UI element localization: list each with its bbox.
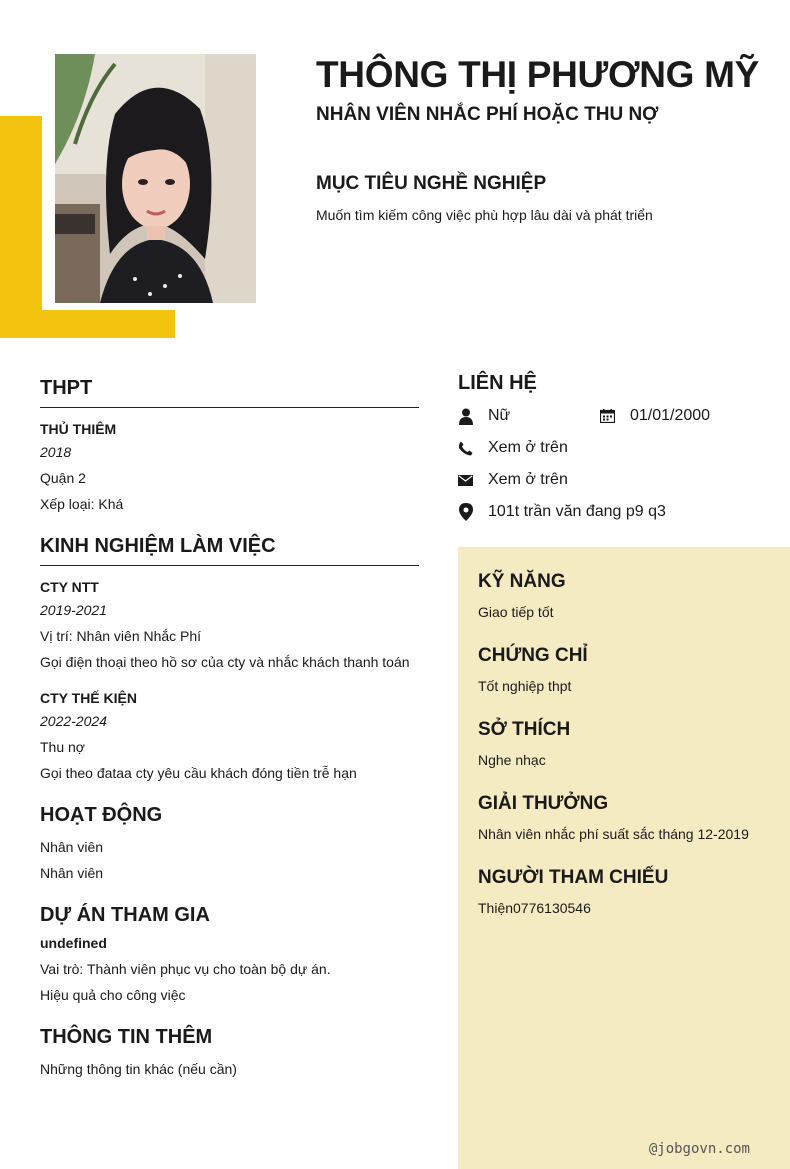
skills-heading: KỸ NĂNG — [478, 571, 566, 592]
company-name: CTY THẾ KIỆN — [40, 690, 137, 706]
experience-position: Vị trí: Nhân viên Nhắc Phí — [40, 628, 202, 644]
project-entry — [40, 934, 419, 1004]
hobbies-text: Nghe nhạc — [478, 752, 546, 768]
certificates-heading: CHỨNG CHỈ — [478, 645, 588, 666]
experience-period: 2022-2024 — [40, 713, 107, 729]
gender-value: Nữ — [488, 407, 511, 424]
person-icon — [458, 407, 473, 425]
contact-birthday — [600, 405, 710, 427]
projects-heading: DỰ ÁN THAM GIA — [40, 904, 210, 926]
calendar-icon — [600, 407, 615, 425]
awards-heading: GIẢI THƯỞNG — [478, 793, 609, 814]
education-grade: Xếp loại: Khá — [40, 496, 124, 512]
contact-heading: LIÊN HỆ — [458, 372, 537, 394]
experience-description: Gọi theo đataa cty yêu cầu khách đóng tiền trễ hạn — [40, 765, 357, 781]
profile-photo — [55, 54, 256, 303]
contact-address — [458, 501, 666, 523]
birthday-value: 01/01/2000 — [630, 407, 711, 424]
objective-text: Muốn tìm kiếm công việc phù hợp lâu dài và phát triển — [316, 207, 653, 223]
email-value: Xem ở trên — [488, 471, 568, 488]
experience-entry — [40, 689, 419, 782]
activity-item: Nhân viên — [40, 865, 104, 881]
candidate-name: THÔNG THỊ PHƯƠNG MỸ — [316, 54, 759, 95]
job-title: NHÂN VIÊN NHẮC PHÍ HOẶC THU NỢ — [316, 104, 659, 125]
references-text: Thiện0776130546 — [478, 900, 591, 916]
school-name: THỦ THIÊM — [40, 421, 117, 437]
objective-heading: MỤC TIÊU NGHỀ NGHIỆP — [316, 173, 547, 194]
experience-position: Thu nợ — [40, 739, 85, 755]
company-name: CTY NTT — [40, 579, 99, 595]
experience-entry — [40, 578, 419, 671]
project-result: Hiệu quả cho công việc — [40, 987, 186, 1003]
watermark: @jobgovn.com — [648, 1141, 750, 1157]
activities-heading: HOẠT ĐỘNG — [40, 804, 163, 826]
experience-description: Gọi điện thoại theo hồ sơ của cty và nhắc khách thanh toán — [40, 654, 410, 670]
awards-text: Nhân viên nhắc phí suất sắc tháng 12-2019 — [478, 826, 749, 842]
experience-heading: KINH NGHIỆM LÀM VIỆC — [40, 535, 276, 557]
extra-info-entry — [40, 1060, 419, 1078]
education-year: 2018 — [40, 444, 72, 460]
envelope-icon — [458, 471, 473, 489]
project-name: undefined — [40, 935, 107, 951]
certificates-text: Tốt nghiệp thpt — [478, 678, 572, 694]
divider — [40, 407, 419, 408]
divider — [40, 565, 419, 566]
education-location: Quận 2 — [40, 470, 86, 486]
hobbies-heading: SỞ THÍCH — [478, 719, 571, 740]
education-heading: THPT — [40, 377, 93, 399]
extra-info-text: Những thông tin khác (nếu cần) — [40, 1061, 237, 1077]
extra-info-heading: THÔNG TIN THÊM — [40, 1026, 213, 1048]
activity-item: Nhân viên — [40, 839, 104, 855]
sidebar-panel — [458, 547, 790, 1169]
project-role: Vai trò: Thành viên phục vụ cho toàn bộ dự án. — [40, 961, 331, 977]
contact-email — [458, 469, 568, 491]
contact-gender — [458, 405, 510, 427]
decor-yellow-vertical — [0, 116, 42, 338]
skills-text: Giao tiếp tốt — [478, 604, 554, 620]
education-entry — [40, 420, 419, 513]
contact-phone — [458, 437, 568, 459]
address-value: 101t trần văn đang p9 q3 — [488, 503, 666, 520]
left-column — [40, 373, 419, 1096]
phone-value: Xem ở trên — [488, 439, 568, 456]
experience-period: 2019-2021 — [40, 602, 107, 618]
references-heading: NGƯỜI THAM CHIẾU — [478, 867, 669, 888]
decor-yellow-horizontal — [0, 310, 175, 338]
phone-icon — [458, 439, 473, 457]
map-pin-icon — [458, 503, 473, 521]
activities-list — [40, 838, 419, 882]
